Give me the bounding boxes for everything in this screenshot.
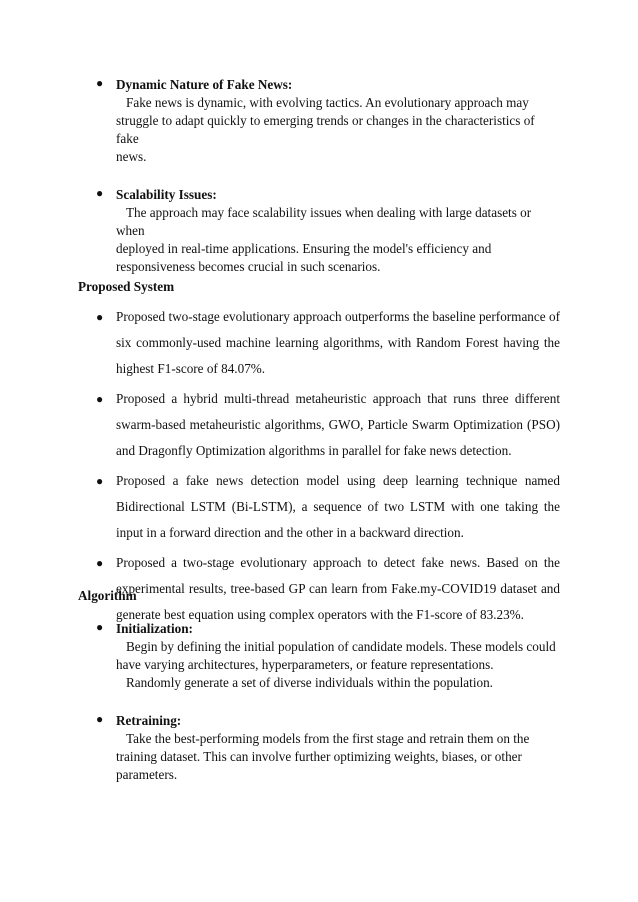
item-title: Dynamic Nature of Fake News: — [116, 77, 293, 92]
item-line: parameters. — [116, 767, 178, 782]
item-text: Proposed a hybrid multi-thread metaheuristic approach that runs three different swarm-based metaheuristic algorithms, GWO, Particle Swarm Optimization (PSO) and Dragonfly Optimization algorithms in parallel for fake news detection. — [116, 391, 560, 458]
item-line: The approach may face scalability issues when dealing with large datasets or when — [116, 205, 532, 238]
item-title: Initialization: — [116, 621, 193, 636]
item-line: deployed in real-time applications. Ensuring the model's efficiency and — [116, 241, 492, 256]
bullet-icon: ● — [96, 620, 104, 634]
list-item — [0, 304, 638, 382]
item-body — [116, 94, 560, 166]
item-title: Retraining: — [116, 713, 182, 728]
item-line: Begin by defining the initial population of candidate models. These models could — [126, 639, 556, 654]
list-item — [0, 386, 638, 464]
limitations-list — [0, 76, 638, 276]
section-heading-proposed-system: Proposed System — [78, 279, 175, 294]
proposed-system-list — [0, 304, 638, 632]
item-body — [116, 204, 560, 276]
bullet-icon: ● — [96, 392, 104, 406]
list-item — [0, 620, 638, 692]
bullet-icon: ● — [96, 186, 104, 200]
list-item — [0, 468, 638, 546]
bullet-icon: ● — [96, 712, 104, 726]
bullet-icon: ● — [96, 556, 104, 570]
item-title: Scalability Issues: — [116, 187, 217, 202]
item-line: Take the best-performing models from the first stage and retrain them on the — [126, 731, 530, 746]
bullet-icon: ● — [96, 310, 104, 324]
item-line: training dataset. This can involve further optimizing weights, biases, or other — [116, 749, 522, 764]
section-heading-algorithm: Algorithm — [78, 588, 137, 603]
list-item — [0, 76, 638, 166]
item-text: Proposed a two-stage evolutionary approach to detect fake news. Based on the experimental results, tree-based GP can learn from Fake.my-COVID19 dataset and generate best equation using complex operators with the F1-score of 83.23%. — [116, 555, 560, 622]
item-body — [116, 730, 560, 784]
item-body — [116, 638, 560, 692]
bullet-icon: ● — [96, 474, 104, 488]
item-line: Fake news is dynamic, with evolving tactics. An evolutionary approach may — [126, 95, 529, 110]
item-line: news. — [116, 149, 147, 164]
bullet-icon: ● — [96, 76, 104, 90]
item-line: struggle to adapt quickly to emerging trends or changes in the characteristics of fake — [116, 113, 535, 146]
item-line: Randomly generate a set of diverse individuals within the population. — [126, 675, 493, 690]
list-item — [0, 712, 638, 784]
list-item — [0, 186, 638, 276]
item-line: have varying architectures, hyperparameters, or feature representations. — [116, 657, 494, 672]
algorithm-list — [0, 620, 638, 784]
item-text: Proposed a fake news detection model using deep learning technique named Bidirectional LSTM (Bi-LSTM), a sequence of two LSTM with one taking the input in a forward direction and the other in a backward direction. — [116, 473, 560, 540]
item-line: responsiveness becomes crucial in such scenarios. — [116, 259, 381, 274]
item-text: Proposed two-stage evolutionary approach outperforms the baseline performance of six commonly-used machine learning algorithms, with Random Forest having the highest F1-score of 84.07%. — [116, 309, 560, 376]
